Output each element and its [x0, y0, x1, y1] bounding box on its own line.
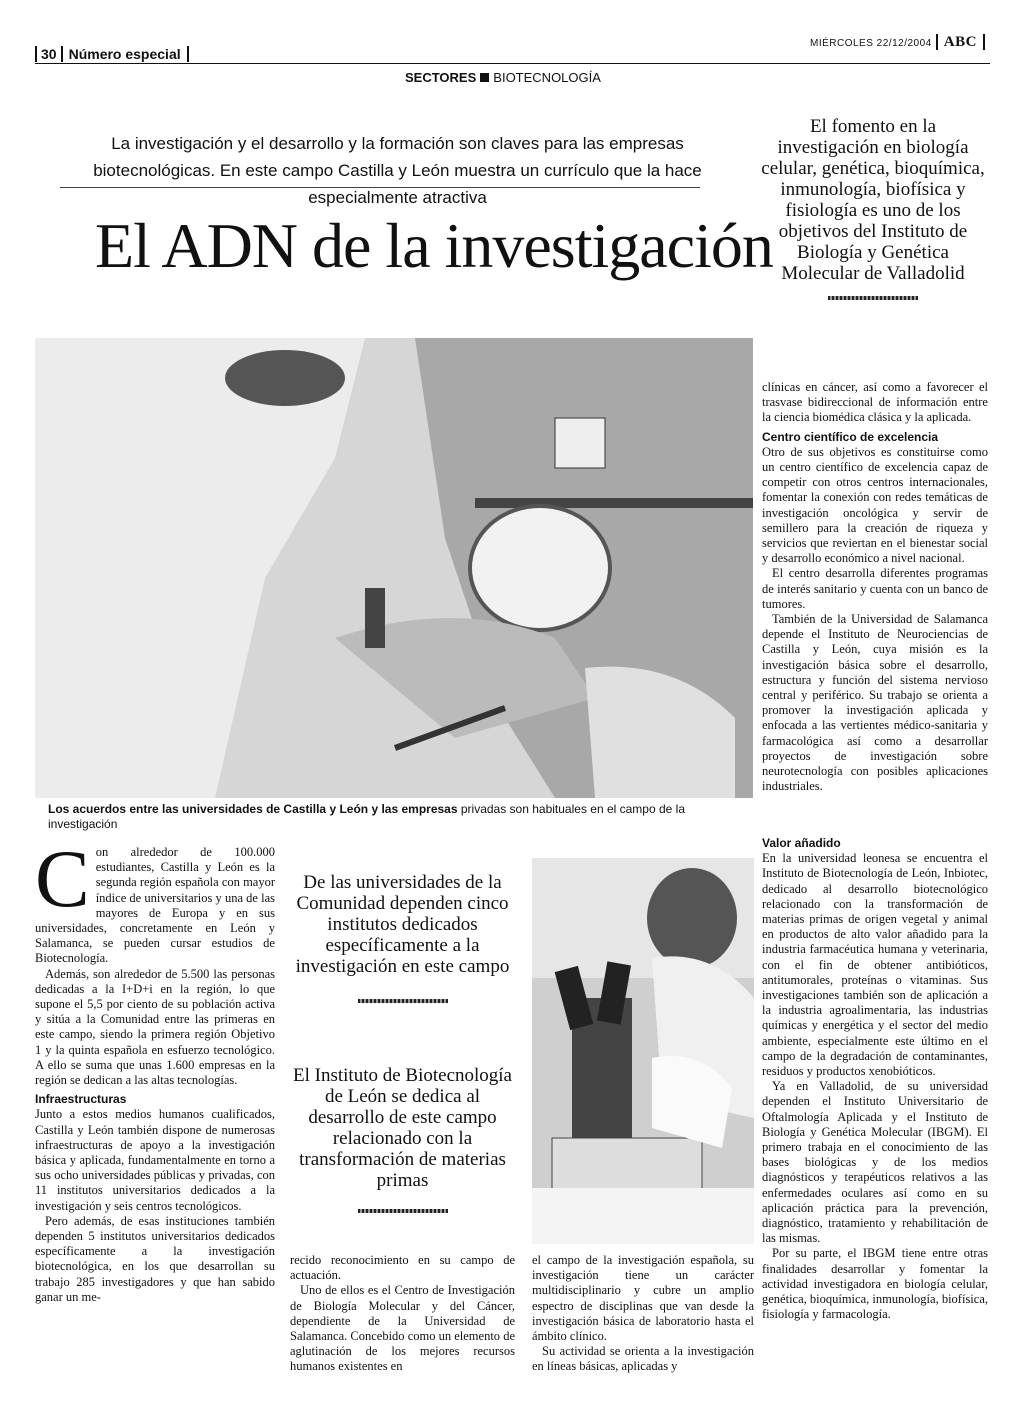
pullquote-divider [828, 296, 918, 300]
paragraph: Ya en Valladolid, de su universidad dependen el Instituto Universitario de Oftalmología Aplicada y el Instituto de Biología y Genética Molecular (IBGM). El primero trabaja en el conocimiento de las bases biológicas y de los medios diagnósticos y terapéuticos relativos a las enfermedades oculares así como en su aplicación práctica para la prevención, diagnóstico, tratamiento y rehabilitación de las mismas. [762, 1079, 988, 1246]
column-right-bottom [762, 832, 988, 1323]
paragraph: Uno de ellos es el Centro de Investigación de Biología Molecular y del Cáncer, dependiente de la Universidad de Salamanca. Concebido como un elemento de aglutinación de los mejores recursos humanos existentes en [290, 1283, 515, 1374]
paragraph: Junto a estos medios humanos cualificados, Castilla y León también dispone de numerosas infraestructuras de apoyo a la investigación básica y aplicada, fundamentalmente en torno a sus ocho universidades públicas y privadas, con 11 institutos universitarios dedicados a la investigación y seis centros tecnológicos. [35, 1107, 275, 1213]
microscope-photo [532, 858, 754, 1244]
section-name: Número especial [69, 46, 189, 62]
page-header-right [810, 34, 985, 51]
paragraph: También de la Universidad de Salamanca depende el Instituto de Neurociencias de Castilla y León, cuya misión es la investigación básica sobre el desarrollo, estructura y función del sistema nervioso central y periférico. Su trabajo se orienta a promover la investigación aplicada y enfocada a las vertientes médico-sanitaria y farmacológica así como a desarrollar proyectos de investigación sobre neurotecnología con posibles aplicaciones industriales. [762, 612, 988, 794]
drop-cap: C [35, 833, 90, 924]
paragraph: El centro desarrolla diferentes programas de interés sanitario y cuenta con un banco de tumores. [762, 566, 988, 611]
square-bullet-icon [480, 73, 489, 82]
pullquote-divider [358, 1209, 448, 1213]
photo-caption-bold: Los acuerdos entre las universidades de Castilla y León y las empresas [48, 802, 458, 816]
paragraph: Su actividad se orienta a la investigación en líneas básicas, aplicadas y [532, 1344, 754, 1374]
lab-photo-illustration [35, 338, 753, 798]
paragraph: Otro de sus objetivos es constituirse como un centro científico de excelencia capaz de competir con otros centros internacionales, fomentar la conexión con redes temáticas de investigación oncológica y servir de semillero para la creación de riqueza y servicios que reviertan en el bienestar social y desarrollo económico a nivel nacional. [762, 444, 988, 566]
paragraph: En la universidad leonesa se encuentra el Instituto de Biotecnología de León, Inbiotec, dedicado al desarrollo biotecnológico relacionado con la transformación de materias primas de origen vegetal y animal en productos de alto valor añadido para la industria farmacéutica humana y veterinaria, con el fin de obtener antibióticos, antitumorales, proteínas o vitaminas. Sus investigaciones también son de aplicación a la industria agroalimentaria, las industrias químicas y energética y el sector del medio ambiente, especialmente este último en el campo de la degradación de contaminantes, residuos y productos xenobióticos. [762, 851, 988, 1079]
paragraph: Por su parte, el IBGM tiene entre otras finalidades desarrollar y fomentar la actividad investigadora en biología celular, genética, bioquímica, inmunología, biofísica, fisiología y farmacología. [762, 1246, 988, 1322]
column-left [35, 833, 275, 1305]
paragraph: Además, son alrededor de 5.500 las personas dedicadas a la I+D+i en la región, lo que supone el 5,5 por ciento de su población activa y sitúa a la Comunidad entre las primeras en este campo, siendo la primera región Objetivo 1 y la quinta española en esfuerzo tecnológico. A ello se suma que unas 1.600 empresas en la región se dedican a las altas tecnologías. [35, 966, 275, 1088]
microscope-photo-illustration [532, 858, 754, 1244]
pullquote-divider [358, 999, 448, 1003]
subheading: Infraestructuras [35, 1092, 127, 1107]
paragraph: el campo de la investigación española, su investigación tiene un carácter multidisciplinario y cubre un amplio espectro de disciplinas que van desde la investigación básica de laboratorio hasta el ámbito clínico. [532, 1253, 754, 1344]
header-rule [35, 63, 990, 64]
lab-photo [35, 338, 753, 798]
issue-date: MIÉRCOLES 22/12/2004 [810, 38, 932, 49]
subheading: Centro científico de excelencia [762, 429, 939, 444]
pullquote-middle-2 [290, 1065, 515, 1213]
pullquote-middle-1 [290, 872, 515, 1003]
pullquote-middle-2-text: El Instituto de Biotecnología de León se dedica al desarrollo de este campo relacionado con la transformación de materias primas [293, 1065, 512, 1191]
subheading: Valor añadido [762, 836, 841, 850]
pullquote-top [758, 116, 988, 300]
pullquote-top-text: El fomento en la investigación en biología celular, genética, bioquímica, inmunología, biofísica y fisiología es uno de los objetivos del Instituto de Biología y Genética Molecular de Valladolid [761, 116, 985, 284]
paragraph: recido reconocimiento en su campo de actuación. [290, 1253, 515, 1283]
section-tag-rest: BIOTECNOLOGÍA [493, 70, 601, 85]
section-tag [405, 70, 601, 85]
page-number: 30 [35, 46, 63, 62]
paragraph: clínicas en cáncer, así como a favorecer el trasvase bidireccional de información entre la ciencia biomédica clásica y la aplicada. [762, 380, 988, 425]
article-headline: El ADN de la investigación [95, 210, 773, 281]
column-middle [290, 1253, 515, 1375]
article-lead: La investigación y el desarrollo y la formación son claves para las empresas biotecnológicas. En este campo Castilla y León muestra un currículo que la hace especialmente atractiva [93, 134, 702, 207]
section-tag-bold: SECTORES [405, 70, 477, 85]
page-header-left [35, 46, 189, 62]
photo-caption-rest: privadas son habituales en el campo de la investigación [48, 802, 686, 831]
publication-name: ABC [936, 34, 985, 50]
paragraph: Pero además, de esas instituciones también dependen 5 institutos universitarios dedicados específicamente a la investigación biotecnológica, en los que desarrollan su trabajo 285 investigadores y que han sabido ganar un me- [35, 1213, 275, 1304]
pullquote-middle-1-text: De las universidades de la Comunidad dependen cinco institutos dedicados específicamente a la investigación en este campo [295, 872, 510, 977]
paragraph: on alrededor de 100.000 estudiantes, Castilla y León es la segunda región española con mayor índice de universitarios y una de las mayores de Europa y en sus universidades, concretamente en León y Salamanca, se pueden cursar estudios de Biotecnología. [35, 845, 275, 966]
photo-caption [48, 802, 748, 832]
column-middle-2 [532, 1253, 754, 1375]
lead-rule [60, 187, 700, 188]
column-right-top [762, 380, 988, 794]
